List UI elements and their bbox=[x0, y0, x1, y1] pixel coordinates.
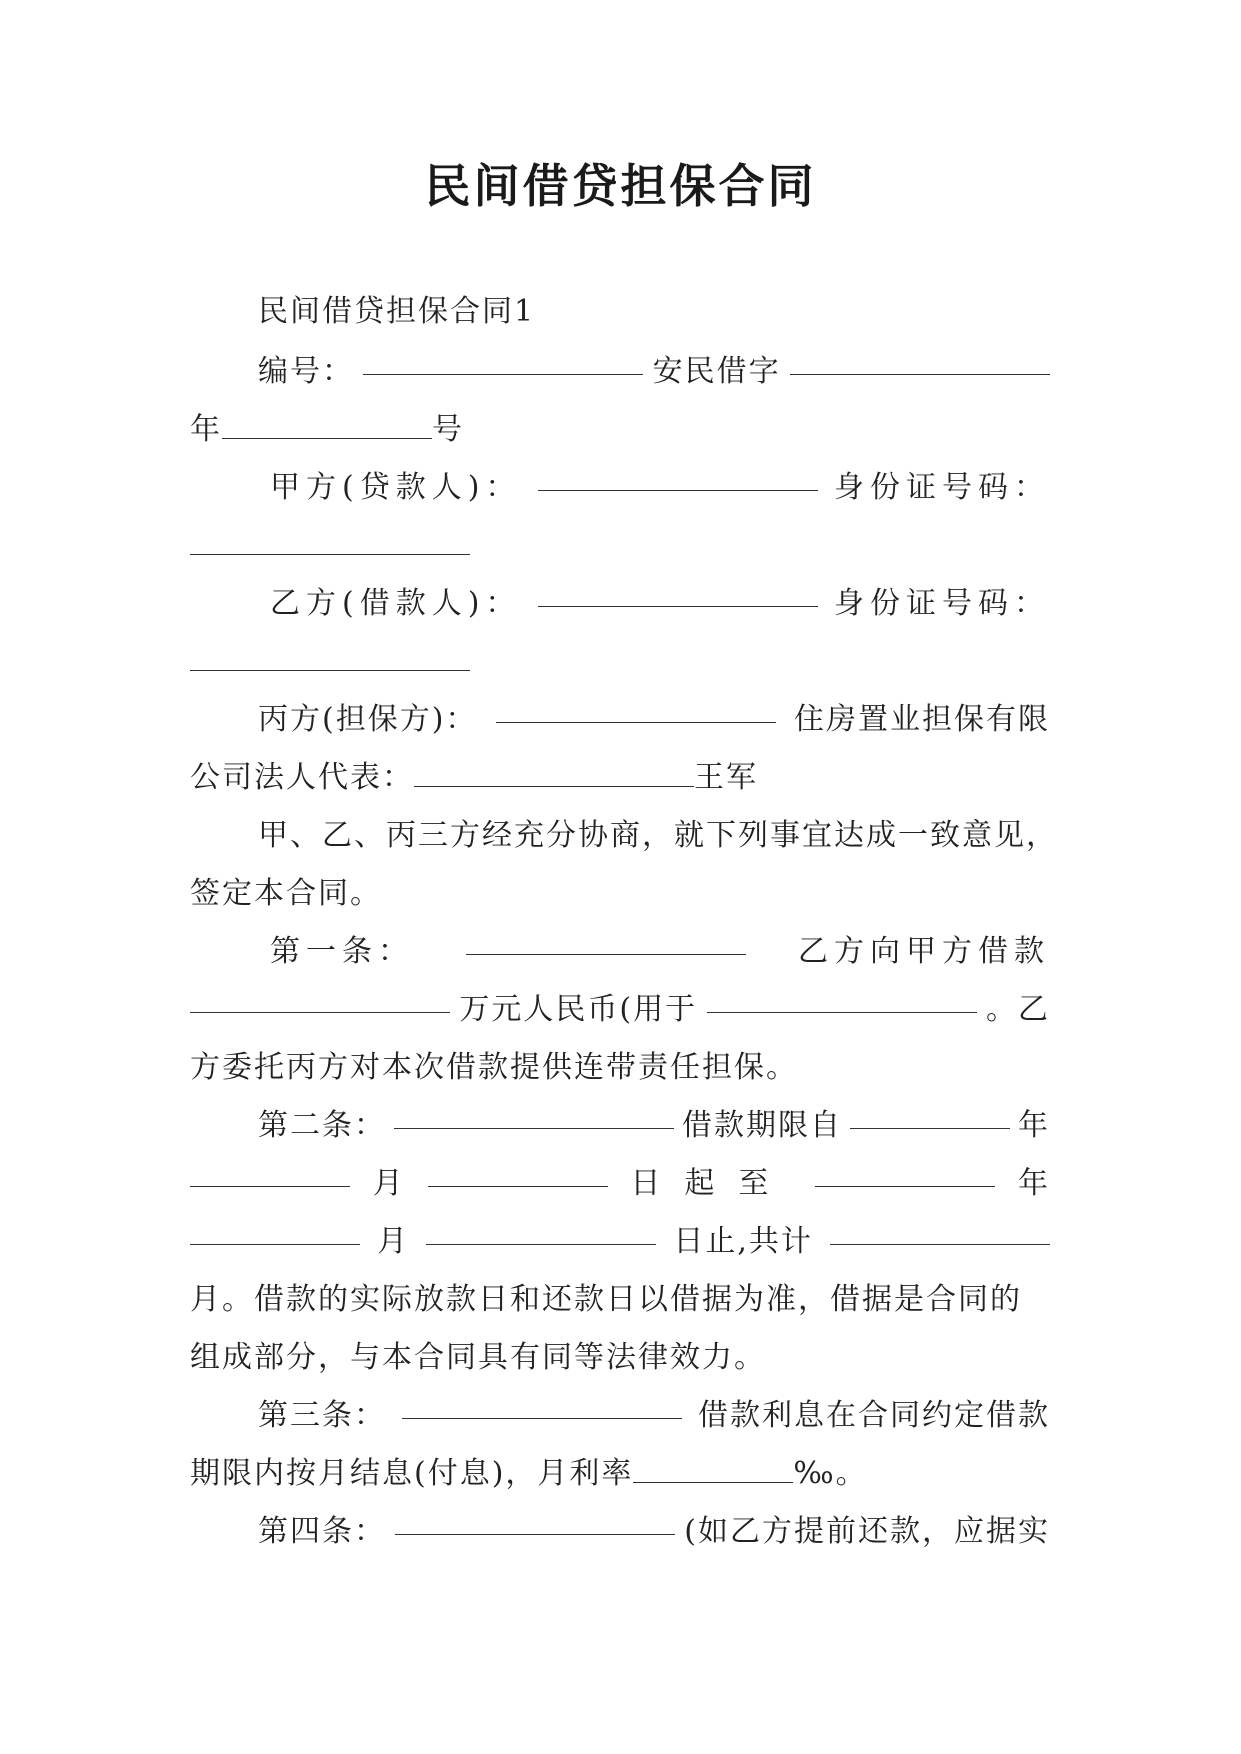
blank-field bbox=[707, 988, 977, 1013]
blank-field bbox=[850, 1104, 1010, 1129]
article-1-line bbox=[270, 930, 1050, 974]
from-day-text: 日起至 bbox=[630, 1166, 793, 1201]
guarantor-company: 住房置业担保有限 bbox=[793, 702, 1050, 737]
blank-field bbox=[190, 988, 450, 1013]
agreement-text: 甲、乙、丙三方经充分协商，就下列事宜达成一致意见， bbox=[258, 818, 1058, 853]
number-label: 编号： bbox=[258, 354, 354, 389]
article-4-text: (如乙方提前还款，应据实 bbox=[684, 1514, 1050, 1549]
contract-subtitle: 民间借贷担保合同1 bbox=[258, 294, 536, 329]
article-1-text-3: 方委托丙方对本次借款提供连带责任担保。 bbox=[190, 1050, 798, 1085]
number-suffix: 号 bbox=[432, 412, 464, 447]
month-label: 月 bbox=[372, 1166, 405, 1201]
article-3-text: 借款利息在合同约定借款 bbox=[698, 1398, 1050, 1433]
blank-field bbox=[426, 1220, 656, 1245]
blank-field bbox=[363, 350, 643, 375]
blank-field bbox=[790, 350, 1050, 375]
agreement-line bbox=[258, 814, 1058, 858]
party-b-line bbox=[270, 582, 1050, 626]
article-1-line-3 bbox=[190, 1046, 1050, 1090]
agreement-line-2 bbox=[190, 872, 1050, 916]
year-label: 年 bbox=[190, 412, 222, 447]
id-number-label: 身份证号码： bbox=[833, 470, 1050, 505]
article-2-text-4: 月。借款的实际放款日和还款日以借据为准，借据是合同的 bbox=[190, 1282, 1022, 1317]
document-title: 民间借贷担保合同 bbox=[424, 159, 817, 213]
party-c-label: 丙方(担保方)： bbox=[258, 702, 478, 737]
year-label: 年 bbox=[1018, 1108, 1050, 1143]
legal-rep-label: 公司法人代表： bbox=[190, 760, 414, 795]
month-label: 月 bbox=[377, 1224, 410, 1259]
party-a-label: 甲方(贷款人)： bbox=[270, 470, 522, 505]
article-1-label: 第一条： bbox=[270, 934, 414, 969]
party-b-label: 乙方(借款人)： bbox=[270, 586, 522, 621]
article-2-line-5 bbox=[190, 1336, 1050, 1380]
blank-field bbox=[190, 1162, 350, 1187]
party-c-line bbox=[258, 698, 1050, 742]
id-number-label: 身份证号码： bbox=[833, 586, 1050, 621]
per-mille-text: ‰。 bbox=[793, 1456, 868, 1491]
party-a-id-line bbox=[190, 524, 1050, 568]
blank-field bbox=[815, 1162, 995, 1187]
blank-field bbox=[538, 466, 818, 491]
blank-field bbox=[830, 1220, 1050, 1245]
loan-amount-text: 万元人民币(用于 bbox=[459, 992, 698, 1027]
legal-rep-line bbox=[190, 756, 1050, 800]
article-2-label: 第二条： bbox=[258, 1108, 386, 1143]
article-4-label: 第四条： bbox=[258, 1514, 386, 1549]
blank-field bbox=[395, 1510, 675, 1535]
blank-field bbox=[394, 1104, 674, 1129]
number-prefix: 安民借字 bbox=[652, 354, 781, 389]
blank-field bbox=[414, 762, 694, 787]
loan-term-text: 借款期限自 bbox=[682, 1108, 842, 1143]
blank-field bbox=[428, 1162, 608, 1187]
article-4-line bbox=[258, 1510, 1050, 1554]
blank-field bbox=[496, 698, 776, 723]
article-3-label: 第三条： bbox=[258, 1398, 386, 1433]
article-2-line-4 bbox=[190, 1278, 1050, 1322]
party-b-id-line bbox=[190, 640, 1050, 684]
blank-field bbox=[190, 1220, 360, 1245]
until-total-text: 日止,共计 bbox=[673, 1224, 813, 1259]
number-line bbox=[258, 350, 1050, 394]
year-label: 年 bbox=[1017, 1166, 1050, 1201]
article-3-line-2 bbox=[190, 1452, 1050, 1496]
article-2-line-3 bbox=[190, 1220, 1050, 1264]
blank-field bbox=[190, 530, 470, 555]
interest-rate-text: 期限内按月结息(付息)，月利率 bbox=[190, 1456, 634, 1491]
party-a-line bbox=[270, 466, 1050, 510]
article-2-text-5: 组成部分，与本合同具有同等法律效力。 bbox=[190, 1340, 766, 1375]
blank-field bbox=[190, 646, 470, 671]
subtitle-line bbox=[258, 290, 1050, 334]
year-line bbox=[190, 408, 1050, 452]
article-3-line bbox=[258, 1394, 1050, 1438]
article-1-text: 乙方向甲方借款 bbox=[798, 934, 1050, 969]
blank-field bbox=[402, 1394, 682, 1419]
article-1-line-2 bbox=[190, 988, 1050, 1032]
article-2-line bbox=[258, 1104, 1050, 1148]
loan-purpose-end: 。乙 bbox=[985, 992, 1050, 1027]
blank-field bbox=[222, 414, 432, 439]
agreement-text-2: 签定本合同。 bbox=[190, 876, 382, 911]
legal-rep-name: 王军 bbox=[694, 760, 758, 795]
blank-field bbox=[466, 930, 746, 955]
blank-field bbox=[633, 1458, 793, 1483]
article-2-line-2 bbox=[190, 1162, 1050, 1206]
blank-field bbox=[538, 582, 818, 607]
